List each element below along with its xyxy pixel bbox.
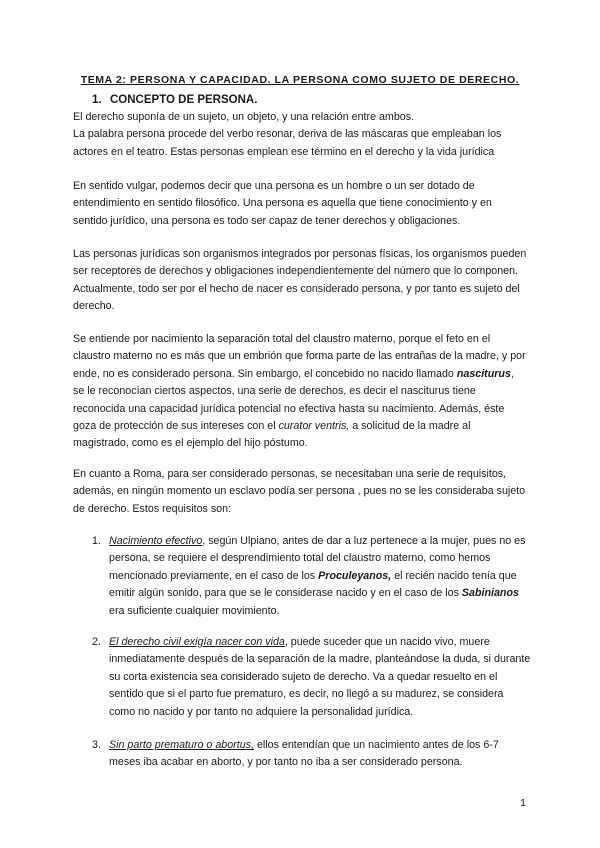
requirement-1-heading: Nacimiento efectivo <box>109 535 203 547</box>
requirement-1-number: 1. <box>92 535 101 547</box>
requirement-2-number: 2. <box>92 636 101 648</box>
paragraph-1 <box>73 109 528 161</box>
term-proculeyanos: Proculeyanos, <box>318 569 392 582</box>
term-nasciturus: nasciturus <box>456 367 511 380</box>
paragraph-4-part-c: , se le reconocían ciertos aspectos, una serie de derechos, es decir el nasciturus tiene reconocida una capacidad jurídica potencial no efectiva hasta su nacimiento. Además, éste goza de protección de sus intereses con el <box>73 367 514 433</box>
requirement-1-text <box>92 533 532 620</box>
section-heading <box>92 94 257 106</box>
requirement-1-body-a: , según Ulpiano, antes de dar a luz pertenece a la mujer, pues no es persona, se requiere el desprendimiento total del claustro materno, como hemos mencionado previamente, en el caso de los <box>109 535 526 582</box>
paragraph-1-line-2: La palabra persona procede del verbo resonar, deriva de las máscaras que empleaban los actores en el teatro. Estas personas emplean ese término en el derecho y la vida jurídica <box>73 128 502 158</box>
requirement-3-text <box>92 737 532 772</box>
requirement-3-heading: Sin parto prematuro o abortus, <box>109 739 254 751</box>
requirement-item-3 <box>92 737 532 772</box>
requirement-item-2 <box>92 634 532 721</box>
page-title: TEMA 2: PERSONA Y CAPACIDAD. LA PERSONA COMO SUJETO DE DERECHO. <box>80 74 520 86</box>
paragraph-1-line-1: El derecho suponía de un sujeto, un objeto, y una relación entre ambos. <box>73 111 415 123</box>
section-number: 1. <box>92 94 102 106</box>
page-number: 1 <box>520 797 526 809</box>
requirement-1-body-c: era suficiente cualquier movimiento. <box>109 604 280 617</box>
requirement-3-body: ellos entendían que un nacimiento antes de los 6-7 meses iba acabar en aborto, y por tanto no iba a ser considerado persona. <box>109 739 499 769</box>
section-heading-text: CONCEPTO DE PERSONA. <box>110 94 258 106</box>
requirement-1-body-b: el recién nacido tenía que emitir algún sonido, para que se le considerase nacido y en el caso de los <box>109 569 517 600</box>
term-curator-ventris: curator ventris, <box>278 420 350 433</box>
paragraph-4 <box>73 331 528 453</box>
paragraph-5: En cuanto a Roma, para ser considerado personas, se necesitaban una serie de requisitos, además, en ningún momento un esclavo podía ser persona , pues no se les consideraba sujeto de derecho. Estos requisitos son: <box>73 468 526 515</box>
paragraph-3: Las personas jurídicas son organismos integrados por personas físicas, los organismos pueden ser receptores de derechos y obligaciones independientemente del número que lo componen. Actualmente, todo ser por el hecho de nacer es considerado persona, y por tanto es sujeto del derecho. <box>73 248 527 313</box>
paragraph-2: En sentido vulgar, podemos decir que una persona es un hombre o un ser dotado de entendimiento en sentido filosófico. Una persona es aquella que tiene conocimiento y en sentido jurídico, una persona es todo ser capaz de tener derechos y obligaciones. <box>73 180 492 227</box>
requirement-3-number: 3. <box>92 739 101 751</box>
requirement-item-1 <box>92 533 532 620</box>
paragraph-4-part-a: Se entiende por nacimiento la separación total del claustro materno, porque el feto en el claustro materno no es más que un embrión que forma parte de las entrañas de la madre, y por ende, no es considerado persona. Sin embargo, el concebido no nacido llamado <box>73 333 526 380</box>
requirement-2-heading: El derecho civil exigía nacer con vida <box>109 636 285 648</box>
requirement-2-text <box>92 634 532 721</box>
paragraph-4-part-e: a solicitud de la madre al magistrado, como es el ejemplo del hijo póstumo. <box>73 420 471 450</box>
requirement-2-body: , puede suceder que un nacido vivo, muere inmediatamente después de la separación de la madre, planteándose la duda, si durante su corta existencia sea considerado sujeto de derecho. Va a quedar resuelto en el sentido que si el parto fue prematuro, es decir, no llegó a su madurez, se considera como no nacido y por tanto no adquiere la personalidad jurídica. <box>109 636 531 718</box>
term-sabinianos: Sabinianos <box>461 587 519 600</box>
